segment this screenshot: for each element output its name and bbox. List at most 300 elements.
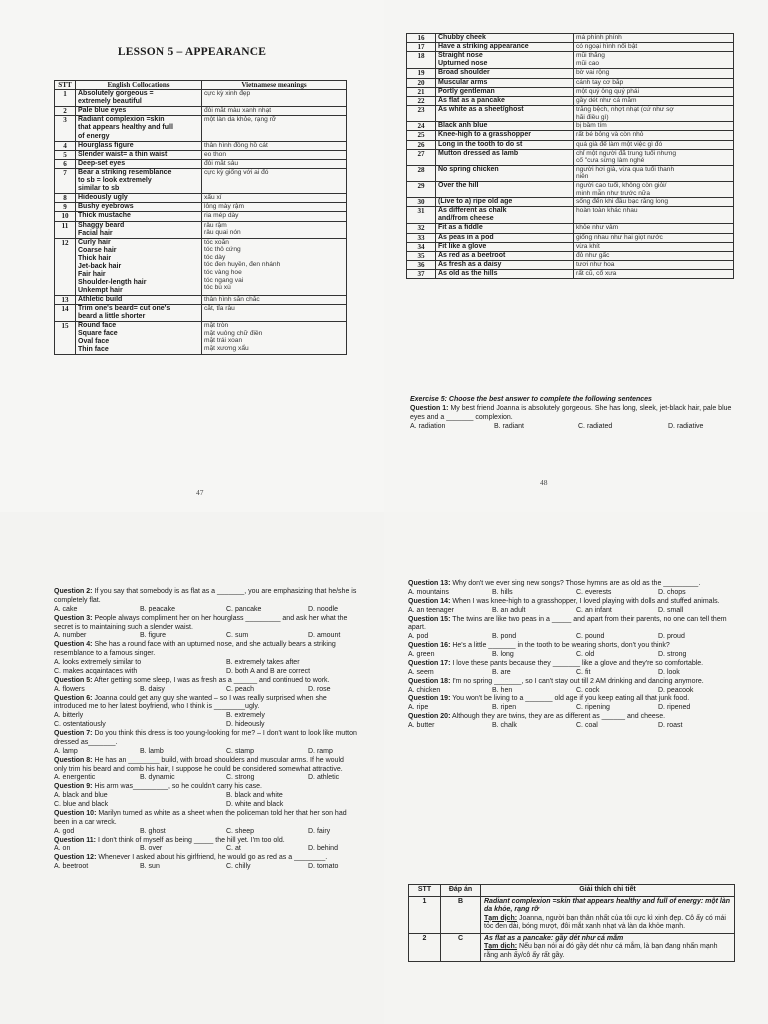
- option-b[interactable]: B. hen: [492, 686, 513, 694]
- meaning-line: đôi mắt sâu: [204, 159, 239, 167]
- collocation-line: that appears healthy and full: [78, 124, 173, 132]
- meaning-line: bị bầm tím: [576, 122, 607, 130]
- table-row: [55, 221, 347, 238]
- table-row: [55, 322, 347, 355]
- question-text: After getting some sleep, I was as fresh as a ______ and continued to work.: [92, 676, 330, 684]
- option-c[interactable]: C. everests: [576, 588, 612, 596]
- question-1-options: [410, 423, 736, 432]
- english-collocation: [436, 69, 574, 78]
- collocation-line: Coarse hair: [78, 246, 117, 254]
- table-row: [407, 43, 734, 52]
- meaning-line: cực kỳ xinh đẹp: [204, 90, 251, 98]
- option-b[interactable]: B. daisy: [140, 685, 165, 693]
- vietnamese-meaning: [574, 69, 734, 78]
- vietnamese-meaning: [574, 233, 734, 242]
- meaning-line: cố "cưa sừng làm nghé: [576, 157, 645, 165]
- row-number: 8: [55, 194, 76, 203]
- option-b[interactable]: B. extremely: [226, 712, 265, 720]
- question-label: Question 1:: [410, 404, 449, 412]
- meaning-line: khỏe như vâm: [576, 224, 619, 232]
- option-b[interactable]: B. sun: [140, 863, 160, 871]
- option-a[interactable]: A. flowers: [54, 685, 85, 693]
- collocation-line: Round face: [78, 322, 117, 330]
- answer-key: B: [441, 896, 481, 933]
- question-text: The twins are like two peas in a _____ and apart from their parents, no one can tell them apart.: [408, 615, 727, 632]
- option-c[interactable]: C. coal: [576, 722, 598, 729]
- table-row: [407, 224, 734, 233]
- meaning-line: gầy dét như cá mắm: [576, 96, 637, 104]
- row-number: 1: [55, 90, 76, 107]
- option-c[interactable]: C. stamp: [226, 747, 255, 755]
- meaning-line: hoàn toàn khác nhau: [576, 207, 638, 215]
- english-collocation: [76, 238, 202, 295]
- question-label: Question 18:: [408, 677, 451, 685]
- row-number: 12: [55, 238, 76, 295]
- collocation-line: Athletic build: [78, 296, 123, 304]
- english-collocation: [76, 116, 202, 141]
- option-d[interactable]: D. ripened: [658, 704, 691, 712]
- table-row: [55, 203, 347, 212]
- table-row: [407, 69, 734, 78]
- option-a[interactable]: A. green: [408, 651, 435, 658]
- answer-row: [409, 896, 735, 933]
- answer-row: [409, 933, 735, 962]
- question-item: [54, 854, 358, 872]
- option-d[interactable]: D. amount: [308, 632, 341, 640]
- question: [54, 730, 358, 748]
- vietnamese-meaning: [202, 212, 347, 221]
- collocation-line: Over the hill: [438, 181, 479, 189]
- row-number: 6: [55, 159, 76, 168]
- option-c[interactable]: C. peach: [226, 685, 255, 693]
- option-d[interactable]: D. white and black: [226, 801, 284, 808]
- option-c[interactable]: C. pound: [576, 633, 605, 641]
- option-c[interactable]: C. ripening: [576, 704, 610, 712]
- option-b[interactable]: B. figure: [140, 632, 167, 640]
- option-d[interactable]: D. rose: [308, 685, 331, 693]
- collocation-line: Fit as a fiddle: [438, 224, 483, 232]
- english-collocation: [436, 149, 574, 165]
- question-item: [54, 837, 358, 855]
- meaning-line: cực kỳ giống với ai đó: [204, 169, 269, 177]
- question-label: Question 11:: [54, 836, 97, 844]
- english-collocation: [76, 159, 202, 168]
- table-row: [407, 207, 734, 224]
- row-number: 30: [407, 198, 436, 207]
- table-row: [407, 181, 734, 197]
- row-number: 26: [407, 140, 436, 149]
- option-b[interactable]: B. extremely takes after: [226, 659, 300, 666]
- option-d[interactable]: D. chops: [658, 588, 686, 596]
- explanation-heading: As flat as a pancake: gầy dét như cá mắm: [484, 934, 624, 942]
- table-row: [407, 198, 734, 207]
- meaning-line: vừa khít: [576, 242, 600, 250]
- vietnamese-meaning: [574, 198, 734, 207]
- table-row: [407, 251, 734, 260]
- question: [408, 642, 736, 651]
- row-number: 14: [55, 305, 76, 322]
- meaning-line: hãi điều gì): [576, 113, 609, 121]
- option-d[interactable]: D. athletic: [308, 774, 340, 782]
- option-b[interactable]: B. radiant: [494, 422, 524, 430]
- english-collocation: [76, 212, 202, 221]
- option-a[interactable]: A. radiation: [410, 422, 446, 430]
- answer-number: 2: [409, 933, 441, 962]
- meaning-line: một làn da khỏe, rạng rỡ: [204, 116, 277, 124]
- question-item: [408, 580, 736, 598]
- option-a[interactable]: A. god: [54, 827, 75, 835]
- option-d[interactable]: D. strong: [658, 651, 687, 658]
- english-collocation: [436, 43, 574, 52]
- row-number: 25: [407, 131, 436, 140]
- option-b[interactable]: B. chalk: [492, 722, 517, 729]
- options-row: [54, 686, 358, 695]
- row-number: 20: [407, 78, 436, 87]
- options-row: [408, 669, 736, 678]
- question-label: Question 15:: [408, 615, 451, 623]
- row-number: 37: [407, 270, 436, 279]
- collocation-line: Curly hair: [78, 238, 111, 246]
- option-a[interactable]: A. an teenager: [408, 606, 454, 614]
- meaning-line: tóc ngang vai: [204, 276, 244, 284]
- collocation-line: Deep-set eyes: [78, 159, 126, 167]
- meaning-line: thân hình săn chắc: [204, 296, 260, 304]
- row-number: 33: [407, 233, 436, 242]
- option-b[interactable]: B. lamb: [140, 747, 164, 755]
- option-c[interactable]: C. sheep: [226, 827, 255, 835]
- option-d[interactable]: D. noodle: [308, 605, 338, 613]
- collocation-line: Long in the tooth to do st: [438, 140, 523, 148]
- vietnamese-meaning: [202, 116, 347, 141]
- collocation-line: Hourglass figure: [78, 141, 134, 149]
- options-row: [408, 633, 736, 642]
- question: [54, 837, 358, 846]
- option-d[interactable]: D. ramp: [308, 747, 333, 755]
- question-item: [54, 588, 358, 615]
- vietnamese-meaning: [574, 96, 734, 105]
- meaning-line: tóc xoăn: [204, 238, 229, 246]
- collocation-line: As fresh as a daisy: [438, 261, 502, 268]
- vietnamese-meaning: [202, 90, 347, 107]
- collocation-line: and/from cheese: [438, 215, 494, 223]
- question-label: Question 10:: [54, 809, 97, 817]
- meaning-line: cánh tay cơ bắp: [576, 78, 624, 86]
- options-row: [54, 792, 358, 801]
- meaning-line: xấu xí: [204, 194, 222, 202]
- option-a[interactable]: A. energentic: [54, 774, 96, 782]
- option-b[interactable]: B. hills: [492, 588, 513, 596]
- row-number: 35: [407, 251, 436, 260]
- option-d[interactable]: D. both A and B are correct: [226, 667, 311, 675]
- option-a[interactable]: A. looks extremely similar to: [54, 659, 142, 666]
- collocation-line: Portly gentleman: [438, 87, 495, 95]
- vietnamese-meaning: [574, 140, 734, 149]
- meaning-line: niên: [576, 173, 589, 181]
- option-c[interactable]: C. an infant: [576, 606, 612, 614]
- meaning-line: chỉ một người đã trung tuổi nhưng: [576, 149, 677, 157]
- option-d[interactable]: D. fairy: [308, 827, 331, 835]
- vietnamese-meaning: [202, 203, 347, 212]
- exercise-title: Exercise 5: Choose the best answer to complete the following sentences: [410, 396, 652, 403]
- question-label: Question 3:: [54, 614, 93, 622]
- english-collocation: [436, 270, 574, 279]
- vietnamese-meaning: [574, 122, 734, 131]
- options-row: [54, 748, 358, 757]
- options-row: [408, 589, 736, 598]
- vietnamese-meaning: [574, 87, 734, 96]
- question: [54, 810, 358, 828]
- option-d[interactable]: D. tomato: [308, 863, 339, 871]
- question-text: People always compliment her on her hourglass _________ and ask her what the secret is to maintaining such a slender waist.: [54, 614, 348, 631]
- option-a[interactable]: A. bitterly: [54, 712, 84, 720]
- meaning-line: một quý ông quý phái: [576, 87, 640, 95]
- table-header-row: [55, 81, 347, 90]
- option-b[interactable]: B. over: [140, 845, 163, 853]
- table-row: [407, 233, 734, 242]
- question-label: Question 16:: [408, 642, 451, 650]
- question-label: Question 7:: [54, 730, 93, 737]
- option-d[interactable]: D. proud: [658, 633, 685, 641]
- table-row: [407, 34, 734, 43]
- collocation-line: Fit like a glove: [438, 242, 487, 250]
- question-text: I'm no spring _______, so I can't stay out till 2 AM drinking and dancing anymore.: [450, 677, 704, 685]
- collocation-line: No spring chicken: [438, 165, 499, 173]
- question-label: Question 5:: [54, 676, 93, 684]
- option-d[interactable]: D. roast: [658, 722, 683, 729]
- question-text: I don't think of myself as being _____ the hill yet. I'm too old.: [96, 836, 285, 844]
- row-number: 18: [407, 52, 436, 69]
- question-item: [408, 678, 736, 696]
- option-c[interactable]: C. blue and black: [54, 801, 109, 808]
- option-b[interactable]: B. black and white: [226, 792, 283, 800]
- translation: [484, 943, 731, 960]
- option-d[interactable]: D. peacook: [658, 686, 694, 694]
- collocation-line: similar to sb: [78, 185, 120, 193]
- vietnamese-meaning: [574, 270, 734, 279]
- english-collocation: [436, 233, 574, 242]
- meaning-line: người cao tuổi, không còn giỏi/: [576, 181, 667, 189]
- table-row: [407, 149, 734, 165]
- question: [408, 616, 736, 634]
- row-number: 23: [407, 106, 436, 122]
- question-list-1: [54, 588, 358, 872]
- question-item: [54, 615, 358, 642]
- row-number: 13: [55, 296, 76, 305]
- meaning-line: rất cũ, cổ xưa: [576, 270, 617, 278]
- question-item: [54, 810, 358, 837]
- option-a[interactable]: A. number: [54, 632, 87, 640]
- table-row: [55, 305, 347, 322]
- option-c[interactable]: C. at: [226, 845, 241, 853]
- question-text: You won't be living to a _______ old age if you keep eating all that junk food.: [450, 695, 690, 703]
- option-a[interactable]: A. pod: [408, 633, 429, 641]
- table-row: [407, 165, 734, 181]
- option-d[interactable]: D. look: [658, 668, 680, 676]
- collocation-line: Fair hair: [78, 270, 106, 278]
- translation-text: Joanna, người bạn thân nhất của tôi cực kì xinh đẹp. Cô ấy có mái tóc đen dài, bóng mượt, đôi mắt xanh nhạt và làn da khỏe mạnh.: [484, 914, 726, 931]
- option-a[interactable]: A. chicken: [408, 686, 441, 694]
- option-c[interactable]: C. fit: [576, 668, 591, 676]
- vietnamese-meaning: [202, 221, 347, 238]
- collocation-line: As peas in a pod: [438, 233, 494, 241]
- meaning-line: mặt trái xoan: [204, 337, 243, 345]
- question-label: Question 12:: [54, 854, 97, 862]
- page-48: [384, 0, 768, 512]
- collocation-line: Upturned nose: [438, 60, 488, 68]
- option-a[interactable]: A. seem: [408, 668, 434, 676]
- option-b[interactable]: B. peacake: [140, 605, 176, 613]
- question: [408, 580, 736, 589]
- question-item: [54, 757, 358, 784]
- collocation-line: As white as a sheet/ghost: [438, 106, 524, 114]
- option-b[interactable]: B. are: [492, 668, 511, 676]
- collocation-line: Unkempt hair: [78, 287, 123, 294]
- option-a[interactable]: A. ripe: [408, 704, 429, 712]
- question: [408, 713, 736, 722]
- vietnamese-meaning: [574, 149, 734, 165]
- options-row: [54, 659, 358, 668]
- question-text: Joanna could get any guy she wanted – so I was really surprised when she introduced me to her latest boyfriend, who I think is ________ugly.: [54, 694, 327, 711]
- table-row: [55, 150, 347, 159]
- option-a[interactable]: A. butter: [408, 722, 435, 729]
- vietnamese-meaning: [574, 52, 734, 69]
- table-row: [407, 106, 734, 122]
- question-label: Question 19:: [408, 695, 451, 703]
- option-a[interactable]: A. mountains: [408, 588, 449, 596]
- collocation-line: As different as chalk: [438, 207, 507, 215]
- collocation-line: Absolutely gorgeous =: [78, 90, 154, 98]
- collocation-line: Square face: [78, 330, 118, 338]
- english-collocation: [436, 96, 574, 105]
- vietnamese-meaning: [202, 107, 347, 116]
- english-collocation: [76, 150, 202, 159]
- meaning-line: có ngoại hình nổi bật: [576, 43, 638, 51]
- collocation-line: As flat as a pancake: [438, 96, 505, 104]
- option-a[interactable]: A. beetroot: [54, 863, 89, 871]
- meaning-line: quá già để làm một việc gì đó: [576, 140, 663, 148]
- question-1: [410, 405, 736, 423]
- question-list-2: [408, 580, 736, 731]
- options-row: [408, 651, 736, 660]
- answer-header-key: Đáp án: [441, 885, 481, 897]
- english-collocation: [76, 203, 202, 212]
- explanation-heading: Radiant complexion =skin that appears healthy and full of energy: một làn da khỏe, rạng rỡ: [484, 897, 731, 914]
- collocation-line: of energy: [78, 132, 110, 140]
- option-a[interactable]: A. lamp: [54, 747, 78, 755]
- table-row: [55, 107, 347, 116]
- question-item: [54, 730, 358, 757]
- english-collocation: [76, 296, 202, 305]
- meaning-line: râu quai nón: [204, 229, 241, 237]
- row-number: 10: [55, 212, 76, 221]
- question-item: [408, 642, 736, 660]
- row-number: 4: [55, 141, 76, 150]
- translation-label: Tạm dịch:: [484, 943, 518, 951]
- collocation-line: Muscular arms: [438, 78, 488, 86]
- meaning-line: minh mẫn như trước nữa: [576, 189, 651, 197]
- option-b[interactable]: B. ripen: [492, 704, 517, 712]
- table-row: [55, 90, 347, 107]
- table-row: [407, 242, 734, 251]
- option-d[interactable]: D. behind: [308, 845, 338, 853]
- row-number: 3: [55, 116, 76, 141]
- option-d[interactable]: D. small: [658, 606, 684, 614]
- meaning-line: trắng bệch, nhợt nhạt (cứ như sợ: [576, 106, 674, 114]
- translation-text: Nếu bạn nói ai đó gầy dét như cá mắm, là bạn đang nhấn mạnh rằng anh ấy/cô ấy rất gầy.: [484, 943, 718, 959]
- option-c[interactable]: C. sum: [226, 632, 249, 640]
- option-b[interactable]: B. dynamic: [140, 774, 175, 782]
- meaning-line: tóc bù xù: [204, 284, 231, 292]
- option-c[interactable]: C. strong: [226, 774, 255, 782]
- table-row: [55, 159, 347, 168]
- lesson-title: LESSON 5 – APPEARANCE: [117, 46, 267, 58]
- question: [54, 677, 358, 686]
- option-c[interactable]: C. radiated: [578, 422, 613, 430]
- option-b[interactable]: B. long: [492, 651, 514, 658]
- option-c[interactable]: C. pancake: [226, 605, 262, 613]
- english-collocation: [436, 198, 574, 207]
- option-b[interactable]: B. an adult: [492, 606, 526, 614]
- question-item: [54, 783, 358, 810]
- option-a[interactable]: A. cake: [54, 605, 78, 613]
- english-collocation: [76, 141, 202, 150]
- collocation-line: Shaggy beard: [78, 221, 125, 229]
- vietnamese-meaning: [202, 194, 347, 203]
- option-c[interactable]: C. ostentatiously: [54, 721, 106, 729]
- collocation-line: (Live to a) ripe old age: [438, 198, 513, 206]
- option-a[interactable]: A. black and blue: [54, 792, 108, 800]
- meaning-line: lông mày rậm: [204, 203, 244, 211]
- row-number: 29: [407, 181, 436, 197]
- table-row: [55, 116, 347, 141]
- meaning-line: tươi như hoa: [576, 261, 615, 268]
- option-b[interactable]: B. pond: [492, 633, 517, 641]
- option-c[interactable]: C. cock: [576, 686, 600, 694]
- meaning-line: mặt vuông chữ điền: [204, 329, 263, 337]
- meaning-line: đỏ như gấc: [576, 251, 610, 259]
- row-number: 11: [55, 221, 76, 238]
- option-a[interactable]: A. on: [54, 845, 71, 853]
- question-label: Question 2:: [54, 588, 93, 595]
- answer-explanation: [481, 896, 735, 933]
- meaning-line: đôi mắt màu xanh nhạt: [204, 107, 272, 115]
- options-row: [408, 687, 736, 696]
- row-number: 24: [407, 122, 436, 131]
- translation: [484, 915, 731, 932]
- question-item: [54, 695, 358, 731]
- meaning-line: eo thon: [204, 150, 226, 158]
- vietnamese-meaning: [202, 305, 347, 322]
- english-collocation: [436, 78, 574, 87]
- collocation-line: Chubby cheek: [438, 34, 486, 41]
- meaning-line: ria mép dày: [204, 212, 239, 220]
- option-d[interactable]: D. hideously: [226, 721, 265, 729]
- option-c[interactable]: C. chilly: [226, 863, 251, 871]
- collocation-line: Jet-back hair: [78, 262, 122, 270]
- option-d[interactable]: D. radiative: [668, 422, 704, 430]
- table-row: [55, 238, 347, 295]
- row-number: 2: [55, 107, 76, 116]
- option-c[interactable]: C. old: [576, 651, 595, 658]
- answer-header-explanation: Giải thích chi tiết: [481, 885, 735, 897]
- vietnamese-meaning: [202, 296, 347, 305]
- page-questions-2-12: [0, 512, 384, 1024]
- option-c[interactable]: C. makes acqaintaces with: [54, 667, 138, 675]
- meaning-line: tóc vàng hoe: [204, 269, 242, 277]
- option-b[interactable]: B. ghost: [140, 827, 166, 835]
- options-row: [54, 712, 358, 721]
- row-number: 21: [407, 87, 436, 96]
